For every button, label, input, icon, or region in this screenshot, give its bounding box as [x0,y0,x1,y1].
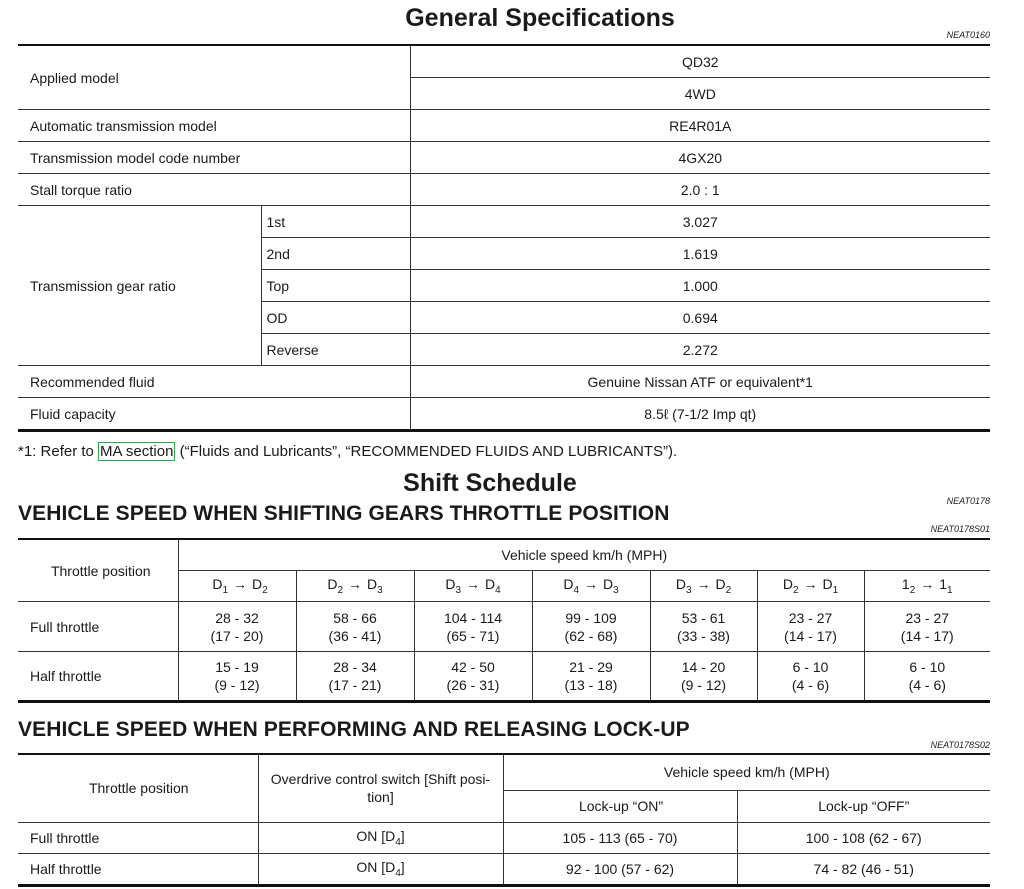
table-row [18,652,990,702]
switch-position [258,822,503,853]
gear-ratio-value: 1.000 [410,270,990,302]
speed-mph: (65 - 71) [446,627,500,644]
speed-kmh: 53 - 61 [681,609,726,626]
switch-text-end: ] [400,858,405,875]
speed-mph: (9 - 12) [214,677,260,693]
speed-cell [864,602,990,652]
speed-cell [296,602,414,652]
footnote-prefix: *1: Refer to [18,443,99,460]
lockup-on-value: 92 - 100 (57 - 62) [503,853,737,885]
stall-torque-label: Stall torque ratio [18,174,410,206]
shift-to: D [715,576,726,593]
stall-torque-value: 2.0 : 1 [410,174,990,206]
switch-position [258,853,503,885]
shift-arrow: → [803,576,818,593]
gear-name: Reverse [261,334,410,366]
throttle-label: Full throttle [18,822,258,853]
speed-mph: (4 - 6) [908,677,946,693]
shift-from: D [782,576,793,593]
lockup-subtitle: VEHICLE SPEED WHEN PERFORMING AND RELEASING LOCK-UP [18,718,690,741]
shift-to-sub: 1 [832,584,839,596]
shift-to: D [485,576,496,593]
shift-from-sub: 1 [222,584,228,596]
shift-from-sub: 3 [455,584,461,596]
shift-schedule-table [18,538,990,703]
lockup-on-value: 105 - 113 (65 - 70) [503,822,737,853]
speed-kmh: 42 - 50 [451,659,495,675]
speed-mph: (17 - 20) [210,627,264,644]
capacity-value: 8.5ℓ (7-1/2 Imp qt) [410,398,990,431]
speed-cell [414,652,532,702]
switch-text: ON [D [356,827,396,844]
section-code: NEAT0178S02 [930,740,990,750]
gear-ratio-value: 2.272 [410,334,990,366]
fluid-value: Genuine Nissan ATF or equivalent*1 [410,366,990,398]
table-row [18,853,990,885]
switch-text-end: ] [400,827,405,844]
gear-name: Top [261,270,410,302]
shift-to: 1 [939,576,948,593]
shift-from-sub: 3 [685,584,692,596]
throttle-label: Half throttle [18,853,258,885]
vehicle-speed-header: Vehicle speed km/h (MPH) [503,754,990,790]
shift-from: D [327,576,338,593]
speed-mph: (26 - 31) [446,677,500,693]
section-code: NEAT0160 [946,30,990,40]
shift-arrow: → [920,576,935,593]
table-row [18,45,990,78]
gear-ratio-value: 0.694 [410,302,990,334]
throttle-header: Throttle position [18,754,258,822]
shift-column-header [414,571,532,602]
table-row [18,366,990,398]
speed-cell [864,652,990,702]
speed-kmh: 23 - 27 [905,609,950,626]
shift-to: D [367,576,378,593]
lockup-off-value: 100 - 108 (62 - 67) [737,822,990,853]
shift-to-sub: 3 [377,584,383,596]
speed-cell [532,652,650,702]
shift-column-header [864,571,990,602]
shift-arrow: → [233,576,247,593]
speed-kmh: 99 - 109 [565,609,617,626]
section-code: NEAT0178 [946,496,990,506]
at-model-value: RE4R01A [410,110,990,142]
applied-model-label: Applied model [18,45,410,110]
lockup-off-header: Lock-up “OFF” [737,790,990,822]
lockup-off-value: 74 - 82 (46 - 51) [737,853,990,885]
ma-section-link[interactable]: MA section [100,443,174,460]
shift-to-sub: 3 [613,584,619,596]
speed-mph: (33 - 38) [677,627,730,644]
shift-schedule-title: Shift Schedule [403,469,577,497]
switch-sub: 4 [395,836,401,848]
shift-to-sub: 1 [947,584,953,596]
shift-to-sub: 2 [725,584,732,596]
vehicle-speed-header: Vehicle speed km/h (MPH) [178,539,990,571]
switch-text: ON [D [356,858,396,875]
table-row [18,754,990,790]
table-row [18,539,990,571]
table-row [18,174,990,206]
shift-from-sub: 2 [792,584,799,596]
table-row [18,398,990,431]
shift-to-sub: 2 [262,584,268,596]
speed-mph: (14 - 17) [900,627,954,644]
speed-cell [178,652,296,702]
speed-cell [650,652,757,702]
speed-cell [532,602,650,652]
speed-cell [757,602,864,652]
shift-to: D [252,576,263,593]
throttle-label: Half throttle [18,652,178,702]
shift-to: D [603,576,614,593]
speed-mph: (62 - 68) [564,627,618,644]
shift-to-sub: 4 [495,584,501,596]
speed-mph: (14 - 17) [784,627,837,644]
shift-column-header [532,571,650,602]
shift-column-header [757,571,864,602]
general-specifications-table [18,44,990,432]
overdrive-switch-header: Overdrive control switch [Shift posi-tion] [258,754,503,822]
table-row [18,602,990,652]
speed-mph: (13 - 18) [564,677,618,693]
table-row [18,822,990,853]
footnote [18,443,677,460]
shift-arrow: → [696,576,711,593]
speed-kmh: 28 - 32 [215,609,259,626]
applied-model-engine: QD32 [410,45,990,78]
shift-column-header [178,571,296,602]
shift-from-sub: 4 [573,584,579,596]
throttle-label: Full throttle [18,602,178,652]
speed-cell [757,652,864,702]
shift-from-sub: 2 [909,584,916,596]
speed-mph: (36 - 41) [328,627,382,644]
shift-column-header [650,571,757,602]
table-row [18,206,990,238]
speed-kmh: 28 - 34 [333,659,377,675]
speed-kmh: 6 - 10 [909,659,946,675]
shift-to: D [822,576,833,593]
at-model-label: Automatic transmission model [18,110,410,142]
speed-kmh: 23 - 27 [788,609,833,626]
gear-name: 1st [261,206,410,238]
speed-cell [296,652,414,702]
gear-ratio-value: 3.027 [410,206,990,238]
speed-kmh: 14 - 20 [681,659,726,675]
speed-mph: (9 - 12) [680,677,727,693]
speed-kmh: 58 - 66 [333,609,377,626]
shift-column-header [296,571,414,602]
speed-mph: (4 - 6) [791,677,830,693]
throttle-header: Throttle position [18,539,178,602]
table-row [18,110,990,142]
table-row [18,142,990,174]
switch-sub: 4 [395,867,401,879]
capacity-label: Fluid capacity [18,398,410,431]
general-title: General Specifications [405,4,675,32]
speed-kmh: 6 - 10 [792,659,829,675]
speed-cell [414,602,532,652]
footnote-suffix: (“Fluids and Lubricants”, “RECOMMENDED FLUIDS AND LUBRICANTS”). [175,443,678,460]
gear-ratio-value: 1.619 [410,238,990,270]
speed-cell [650,602,757,652]
gear-name: 2nd [261,238,410,270]
gear-name: OD [261,302,410,334]
lockup-table [18,753,990,887]
speed-kmh: 15 - 19 [215,659,259,675]
shift-from: D [675,576,686,593]
speed-cell [178,602,296,652]
speed-mph: (17 - 21) [328,677,382,693]
gear-ratio-label: Transmission gear ratio [18,206,261,366]
code-number-label: Transmission model code number [18,142,410,174]
shift-from: 1 [901,576,910,593]
fluid-label: Recommended fluid [18,366,410,398]
lockup-on-header: Lock-up “ON” [503,790,737,822]
section-code: NEAT0178S01 [930,524,990,534]
speed-kmh: 104 - 114 [443,609,503,626]
shift-from: D [212,576,223,593]
shift-from: D [563,576,574,593]
speed-kmh: 21 - 29 [569,659,613,675]
shift-arrow: → [584,576,598,593]
shift-arrow: → [466,576,480,593]
code-number-value: 4GX20 [410,142,990,174]
shift-arrow: → [348,576,362,593]
applied-model-drive: 4WD [410,78,990,110]
shift-from-sub: 2 [337,584,343,596]
shift-subtitle: VEHICLE SPEED WHEN SHIFTING GEARS THROTTLE POSITION [18,502,670,525]
shift-from: D [445,576,456,593]
